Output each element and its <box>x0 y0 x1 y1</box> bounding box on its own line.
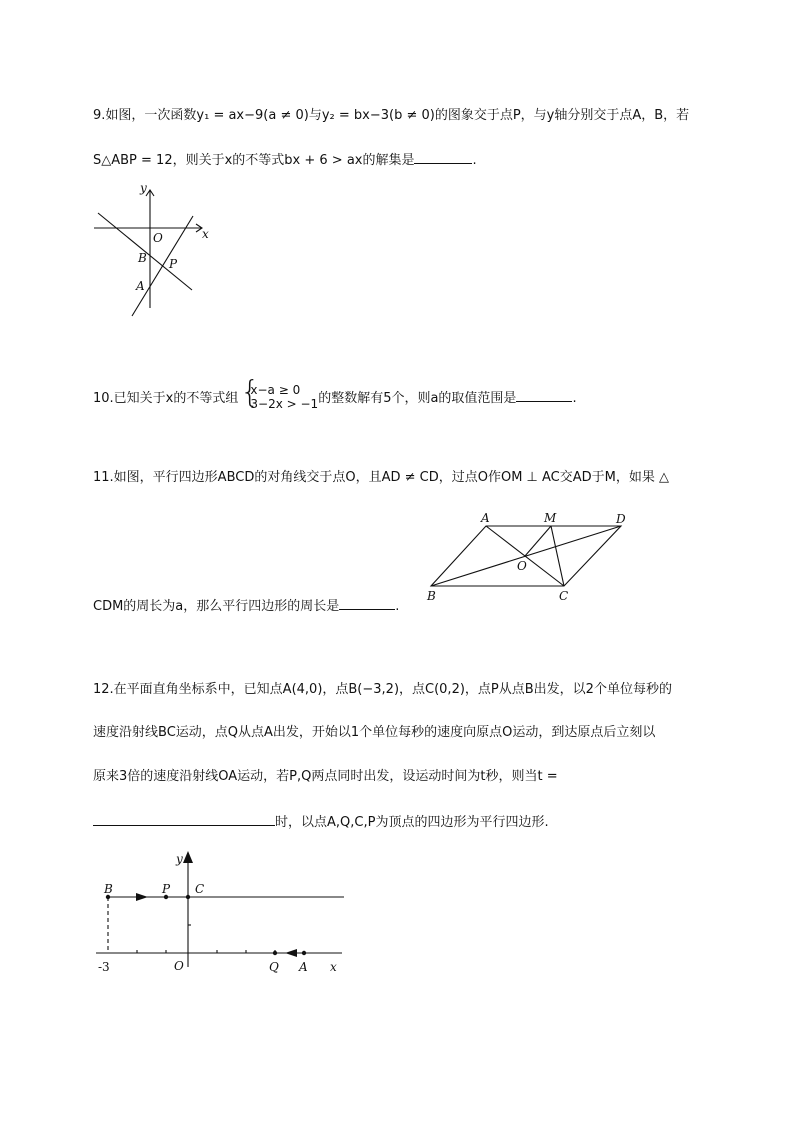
brace-icon: { <box>240 375 260 410</box>
y-axis-arrow-icon <box>183 851 193 863</box>
q12-line4-text: 时，以点A,Q,C,P为顶点的四边形为平行四边形. <box>275 815 549 830</box>
q10-row2: 3−2x > −1 <box>250 397 319 411</box>
q10-suffix: 的整数解有5个，则a的取值范围是 <box>318 391 517 406</box>
q11-end: . <box>395 599 400 614</box>
answer-blank <box>339 596 395 610</box>
q9-line1: 9.如图，一次函数y₁ = ax−9(a ≠ 0)与y₂ = bx−3(b ≠ 0)的图象交于点P，与y轴分别交于点A，B，若 <box>93 108 690 123</box>
inequality-system <box>240 375 319 414</box>
q-direction-arrow-icon <box>285 949 297 957</box>
q9-end: . <box>472 153 477 168</box>
label-C: C <box>195 882 205 896</box>
label-B: B <box>427 589 436 603</box>
q11-figure <box>422 508 642 604</box>
q12-line3: 原来3倍的速度沿射线OA运动，若P,Q两点同时出发，设运动时间为t秒，则当t = <box>93 769 558 784</box>
label-x: x <box>202 227 209 241</box>
label-x: x <box>330 960 337 974</box>
q11-line1: 11.如图，平行四边形ABCD的对角线交于点O，且AD ≠ CD，过点O作OM ⊥ AC交AD于M，如果 △ <box>93 470 669 485</box>
p-direction-arrow-icon <box>136 893 148 901</box>
label-B: B <box>104 882 113 896</box>
q12-line2: 速度沿射线BC运动，点Q从点A出发，开始以1个单位每秒的速度向原点O运动，到达原点后立刻以 <box>93 725 656 740</box>
label-D: D <box>616 512 626 526</box>
label-O: O <box>517 559 527 573</box>
label-C: C <box>559 589 569 603</box>
answer-blank <box>93 812 275 826</box>
label-y: y <box>140 181 147 195</box>
q12-line1: 12.在平面直角坐标系中，已知点A(4,0)，点B(−3,2)，点C(0,2)，点P从点B出发，以2个单位每秒的 <box>93 682 672 697</box>
segment-om <box>525 526 551 556</box>
point-A <box>302 951 306 955</box>
label-P: P <box>169 257 178 271</box>
q9-line2 <box>93 150 477 170</box>
point-C <box>186 895 190 899</box>
label-neg3: -3 <box>98 960 110 974</box>
label-A: A <box>136 279 145 293</box>
label-O: O <box>174 959 184 973</box>
q10-end: . <box>572 391 577 406</box>
q12-line4 <box>93 812 549 832</box>
point-Q <box>273 951 277 955</box>
label-A: A <box>299 960 308 974</box>
q10-line <box>93 375 577 414</box>
q10-prefix: 10.已知关于x的不等式组 <box>93 391 239 406</box>
label-y: y <box>176 852 183 866</box>
q12-figure <box>92 845 352 980</box>
q11-line2-text: CDM的周长为a，那么平行四边形的周长是 <box>93 599 340 614</box>
label-A: A <box>481 511 490 525</box>
label-O: O <box>153 231 163 245</box>
answer-blank <box>516 388 572 402</box>
label-B: B <box>138 251 147 265</box>
q9-figure <box>88 180 218 320</box>
label-M: M <box>544 511 557 525</box>
answer-blank <box>414 150 472 164</box>
q10-row1: x−a ≥ 0 <box>250 383 301 397</box>
q11-line2 <box>93 596 399 616</box>
label-P: P <box>162 882 171 896</box>
q9-line2-text: S△ABP = 12，则关于x的不等式bx + 6 > ax的解集是 <box>93 153 415 168</box>
label-Q: Q <box>269 960 279 974</box>
